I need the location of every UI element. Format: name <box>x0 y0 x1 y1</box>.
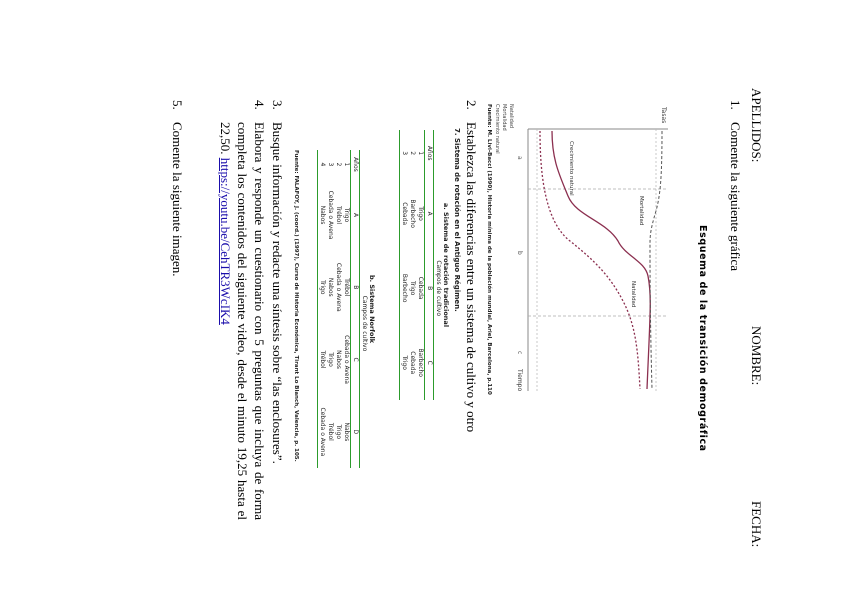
question-4 <box>208 100 268 520</box>
table-cell: Cebada <box>400 176 409 251</box>
table-b-group: Campos de cultivo <box>360 179 369 468</box>
table-b-source: Fuente: FALAFOY, J. (coord.) (1997), Curso de Historia Económica, Tirant Lo Blanch, Valencia, p. 105. <box>293 150 299 462</box>
table-cell: 2 <box>335 162 342 167</box>
table-cell: Barbecho <box>417 348 424 377</box>
table-cell: 3 <box>327 162 334 167</box>
table-cell: Cebada o Avena <box>343 335 350 384</box>
birth-curve-label: Natalidad <box>630 281 636 308</box>
table-row <box>416 130 425 400</box>
table-a-col-c: C <box>425 325 434 400</box>
table-a-col-years: Años <box>425 130 434 176</box>
phase-label-a: a <box>516 156 523 160</box>
growth-curve <box>552 131 650 389</box>
chart-legend <box>493 104 514 154</box>
table-traditional-rotation <box>399 130 450 400</box>
table-cell: 3 <box>400 130 409 176</box>
surnames-label: APELLIDOS: <box>749 88 764 163</box>
table-a-col-a: A <box>425 176 434 251</box>
question-2-text: Establezca las diferencias entre un sistema de cultivo y otro <box>464 122 479 433</box>
table-cell: 1 <box>417 151 424 156</box>
table-cell: Cebada <box>409 351 416 375</box>
table-row <box>326 150 334 468</box>
chart-source: Fuente: M. Livi-Bacci (1990), Historia mínima de la población mundial, Ariel, Barcelona, p.110 <box>486 104 492 395</box>
legend-item-death: Mortalidad <box>501 104 507 131</box>
question-3-text: Busque información y redacte una síntesis sobre “las enclosures”. <box>270 122 285 464</box>
birth-rate-curve <box>540 131 640 389</box>
table-cell: Nabos <box>318 179 327 251</box>
table-b-col-d: D <box>351 396 360 468</box>
date-label: FECHA: <box>749 501 764 548</box>
growth-curve-label: Crecimiento natural <box>568 141 574 196</box>
question-5-text: Comente la siguiente imagen. <box>170 122 185 277</box>
table-cell: Trigo <box>343 207 350 223</box>
x-axis-label: Tiempo <box>516 369 523 392</box>
table-cell: Trigo <box>400 325 409 400</box>
phase-label-b: b <box>516 251 523 255</box>
table-cell: 1 <box>343 162 350 167</box>
table-b-col-c: C <box>351 323 360 395</box>
video-link[interactable]: https://youtu.be/CehTR3WcIK4 <box>218 157 233 325</box>
table-cell: Nabos <box>327 277 334 297</box>
table-cell: Trébol <box>318 323 327 395</box>
table-cell: Trigo <box>318 251 327 323</box>
student-header <box>744 0 764 599</box>
table-cell: Trigo <box>335 424 342 440</box>
table-cell: Cebada o Avena <box>335 262 342 312</box>
demographic-transition-chart <box>516 101 680 401</box>
table-cell: Nabos <box>343 422 350 442</box>
question-4-number: 4. <box>252 100 267 110</box>
question-1-text: Comente la siguiente gráfica <box>728 122 743 272</box>
table-cell: 4 <box>318 150 327 179</box>
table-row <box>342 150 351 468</box>
y-axis-label: Tasas <box>660 107 667 124</box>
table-cell: Cebada <box>417 276 424 300</box>
chart-title: Esquema de la transición demográfica <box>697 225 708 452</box>
table-b-title: b. Sistema Norfolk <box>368 274 376 344</box>
table-cell: Cebada o Avena <box>318 396 327 468</box>
table-cell: Barbecho <box>409 199 416 228</box>
name-label: NOMBRE: <box>749 326 764 386</box>
table-row <box>400 130 409 400</box>
table-a-title: a. Sistema de rotación tradicional <box>442 202 450 328</box>
table-cell: Trébol <box>327 422 334 441</box>
question-2-number: 2. <box>464 100 479 110</box>
death-curve-label: Mortalidad <box>638 196 644 226</box>
table-row <box>408 130 416 400</box>
legend-item-growth: Crecimiento natural <box>494 104 500 154</box>
table-cell: Cebada o Avena <box>327 190 334 240</box>
table-cell: Trébol <box>343 278 350 297</box>
table-a-col-b: B <box>425 251 434 326</box>
table-b-col-years: Años <box>351 150 360 179</box>
table-a-group: Campos de cultivo <box>434 176 443 400</box>
phase-label-c: c <box>516 351 523 355</box>
question-5-number: 5. <box>170 100 185 110</box>
table-cell: Trigo <box>409 280 416 296</box>
question-3-number: 3. <box>270 100 285 110</box>
question-4-text: Elabora y responde un cuestionario con 5 preguntas que incluya de forma completa los contenidos del siguiente video, desde el minuto 19,25 hasta el 22,50. <box>218 122 267 520</box>
table-cell: Trigo <box>327 352 334 367</box>
table-cell: Barbecho <box>400 251 409 326</box>
table-cell: 2 <box>409 151 416 156</box>
rotation-subtitle: 7. Sistema de rotación en el Antiguo Régimen. <box>453 128 461 312</box>
table-row <box>334 150 342 468</box>
question-4-body <box>217 122 268 520</box>
table-b-col-b: B <box>351 251 360 323</box>
table-cell: Trigo <box>417 206 424 221</box>
legend-item-birth: Natalidad <box>508 104 514 129</box>
question-1-number: 1. <box>728 100 743 110</box>
table-b-col-a: A <box>351 179 360 251</box>
table-cell: Trébol <box>335 206 342 224</box>
table-norfolk-system <box>317 150 376 468</box>
table-cell: Nabos <box>335 350 342 369</box>
table-row <box>318 150 327 468</box>
